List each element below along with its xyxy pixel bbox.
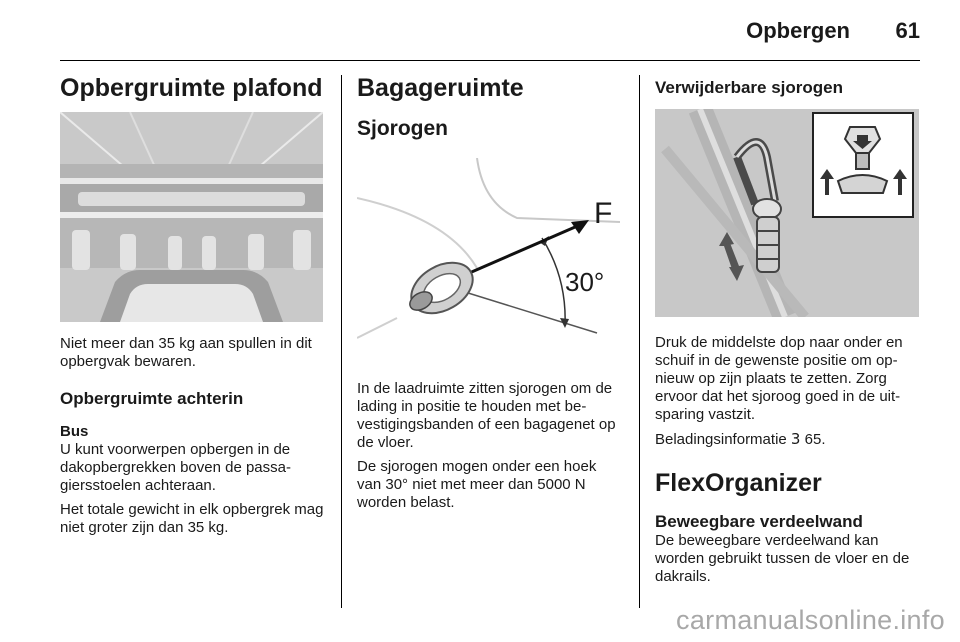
section-heading-luggage-space: Bagageruimte — [357, 74, 524, 102]
page-number: 61 — [895, 18, 920, 43]
watermark-footer: carmanualsonline.info — [676, 605, 945, 635]
column-1 — [60, 70, 327, 537]
removable-eyes-text: Druk de middelste dop naar onder en schuif in de gewenste positie om op-nieuw op zijn plaats te zetten. Zorg ervoor dat het sjoroog goed in de uit-sparing vastzit. — [655, 334, 903, 423]
loading-info-reference — [655, 430, 921, 449]
removable-lashing-eye-illustration — [655, 109, 919, 317]
angle-label: 30° — [565, 267, 605, 297]
rear-storage-weight-text: Het totale gewicht in elk opbergrek mag niet groter zijn dan 35 kg. — [60, 501, 324, 536]
ceiling-storage-text: Niet meer dan 35 kg aan spullen in dit opbergvak bewaren. — [60, 335, 312, 370]
loading-info-text: Beladingsinformatie — [655, 431, 787, 448]
column-3 — [655, 70, 921, 586]
page-header-title: Opbergen — [746, 18, 850, 43]
subheading-lashing-eyes: Sjorogen — [357, 117, 449, 140]
loading-info-page: 65. — [804, 431, 826, 448]
ceiling-storage-illustration — [60, 112, 323, 322]
section-heading-flexorganizer: FlexOrganizer — [655, 469, 822, 497]
lashing-eyes-load-text: De sjorogen mogen onder een hoek van 30° niet met meer dan 5000 N worden belast. — [357, 458, 597, 511]
header-rule — [60, 60, 920, 61]
movable-partition-text: De beweegbare verdeelwand kan worden gebruikt tussen de vloer en de dakrails. — [655, 532, 910, 585]
subheading-removable-lashing-eyes: Verwijderbare sjorogen — [655, 78, 844, 97]
lashing-eyes-text: In de laadruimte zitten sjorogen om de lading in positie te houden met be-vestigingsbanden of een bagagenet op de vloer. — [357, 380, 616, 451]
force-label: F — [594, 197, 613, 230]
section-heading-ceiling-storage: Opbergruimte plafond — [60, 74, 323, 102]
column-divider-2 — [639, 75, 640, 608]
subheading-rear-storage: Opbergruimte achterin — [60, 389, 244, 408]
column-divider-1 — [341, 75, 342, 608]
label-bus: Bus — [60, 423, 89, 440]
rear-storage-text: U kunt voorwerpen opbergen in de dakopbergrekken boven de passa-giersstoelen achteraan. — [60, 441, 291, 494]
page-reference-arrow: 3 — [790, 430, 801, 448]
lashing-eye-illustration — [357, 158, 620, 358]
subheading-movable-partition: Beweegbare verdeelwand — [655, 512, 863, 531]
column-2 — [357, 70, 623, 512]
